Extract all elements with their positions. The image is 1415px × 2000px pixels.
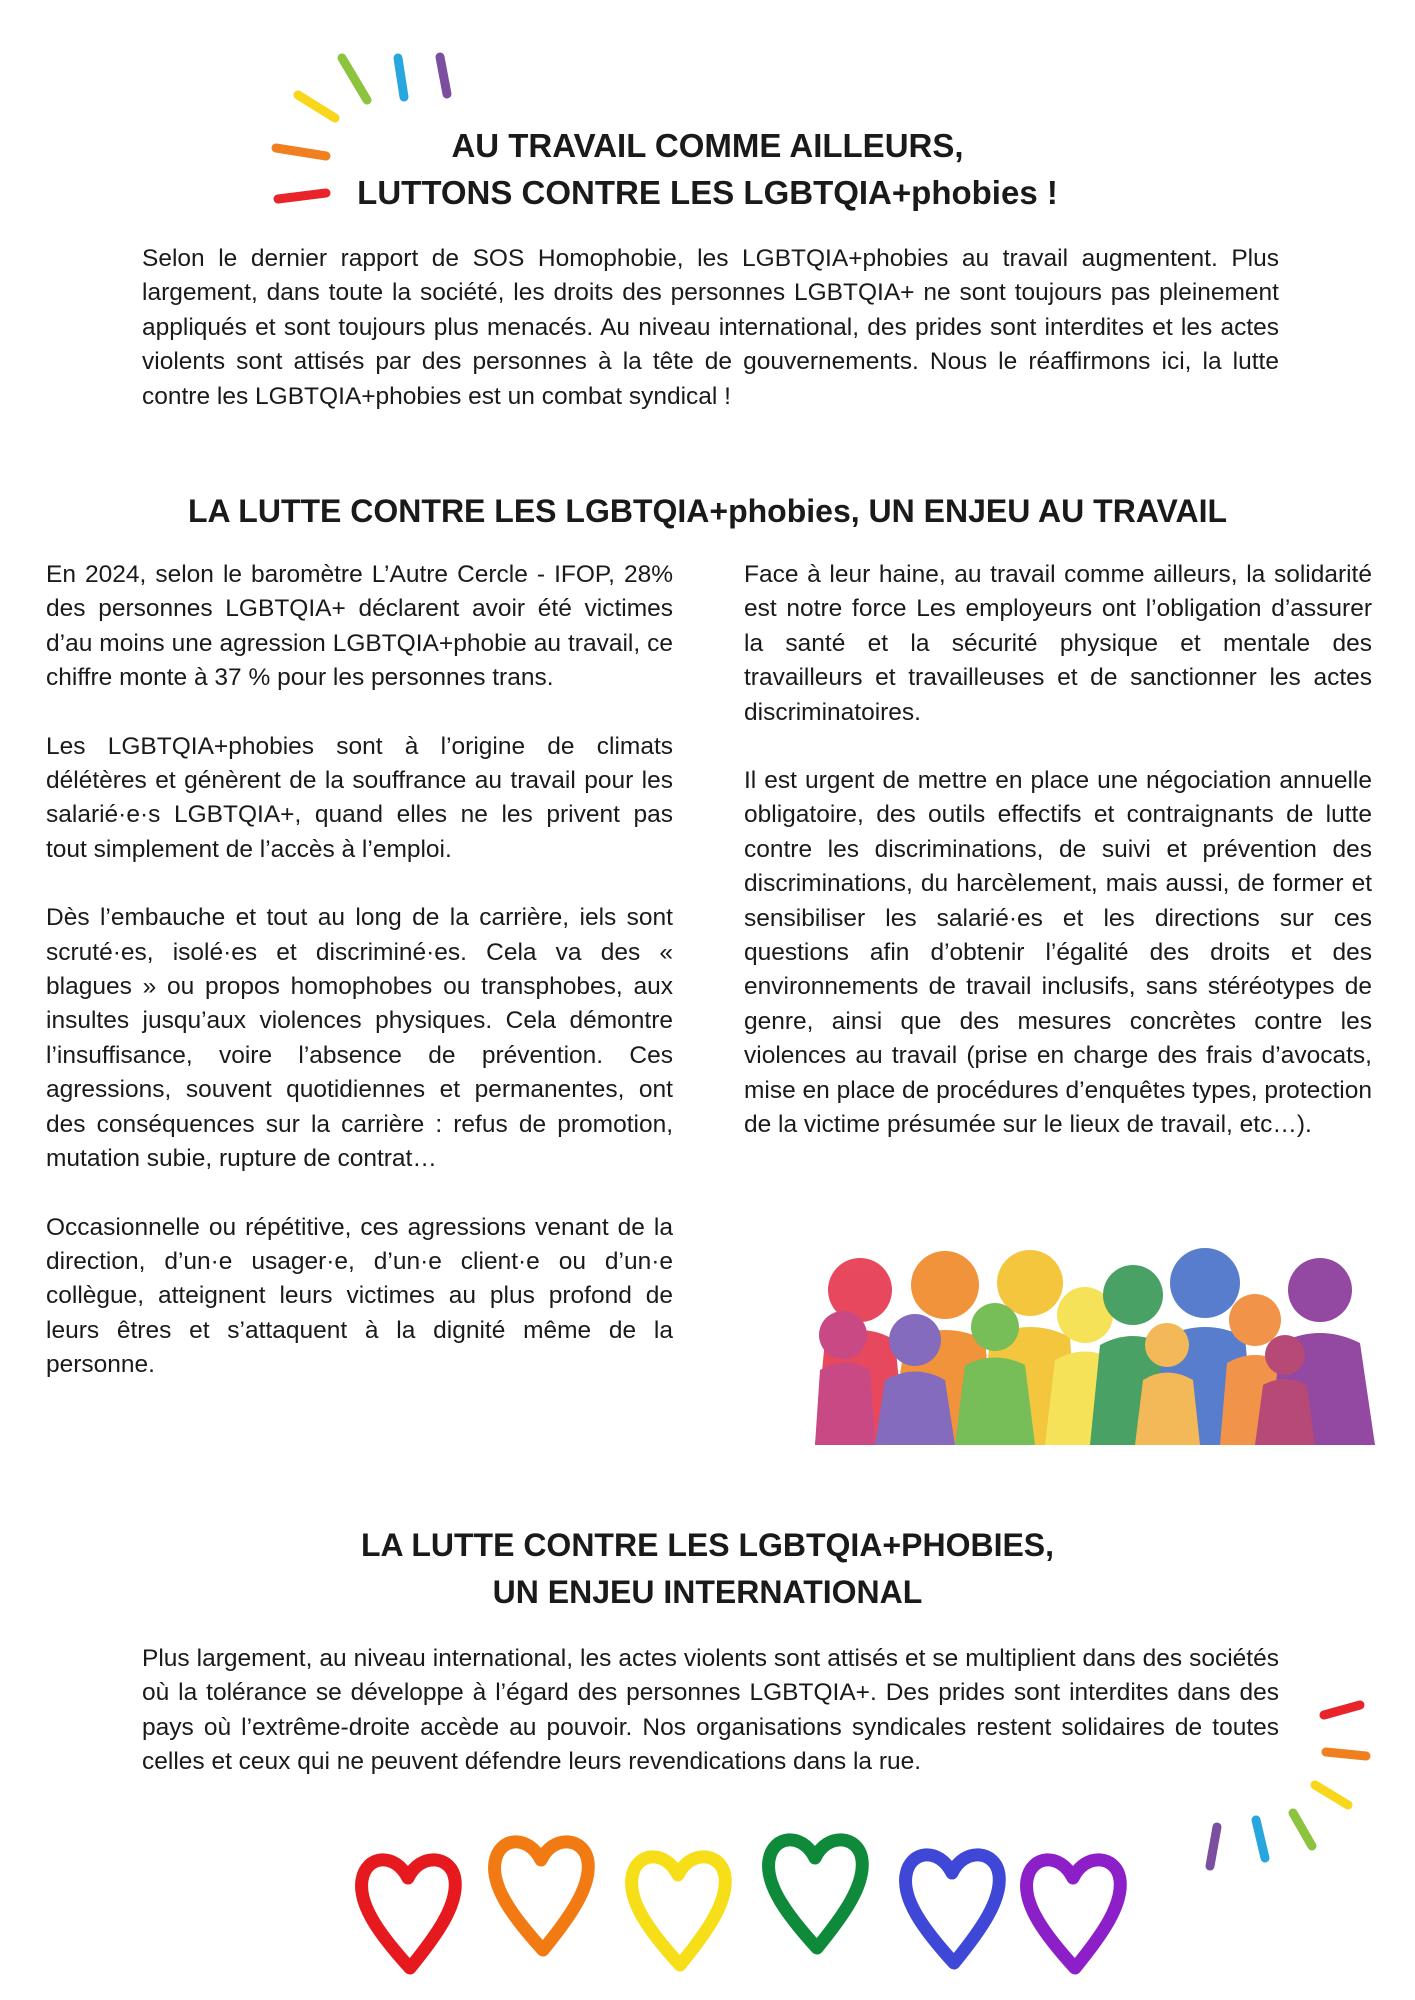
section-international-heading: LA LUTTE CONTRE LES LGBTQIA+PHOBIES, UN ENJEU INTERNATIONAL (360, 1527, 1055, 1610)
left-paragraph-1: En 2024, selon le baromètre L’Autre Cercle - IFOP, 28% des personnes LGBTQIA+ déclarent avoir été victimes d’au moins une agression LGBTQIA+phobie au travail, ce chiffre monte à 37 % pour les personnes trans. (46, 561, 673, 692)
left-paragraph-4: Occasionnelle ou répétitive, ces agressions venant de la direction, d’un·e usager·e, d’un·e client·e ou d’un·e collègue, atteignent leurs victimes au plus profond de leurs êtres et s’attaquent à la dignité même de la personne. (46, 1213, 673, 1379)
heart-icon-blue (906, 1855, 1000, 1963)
left-column (46, 558, 673, 1383)
hearts-row (0, 0, 1, 1)
main-title: AU TRAVAIL COMME AILLEURS, LUTTONS CONTRE LES LGBTQIA+phobies ! (357, 127, 1058, 211)
heart-icon-orange (495, 1842, 589, 1950)
right-paragraph-2: Il est urgent de mettre en place une négociation annuelle obligatoire, des outils effectifs et contraignants de lutte contre les discriminations, de suivi et prévention des discriminations, du harcèlement, mais aussi, de former et sensibiliser les salarié·es et les directions sur ces questions afin d’obtenir l’égalité des droits et des environnements de travail inclusifs, sans stéréotypes de genre, ainsi que des mesures concrètes contre les violences au travail (prise en charge des frais d’avocats, mise en place de procédures d’enquêtes types, protection de la victime présumée sur le lieux de travail, etc…). (744, 767, 1372, 1139)
heart-icon-purple (1027, 1860, 1121, 1968)
heart-icon-green (769, 1840, 863, 1948)
right-column (744, 558, 1372, 1143)
intro-paragraph: Selon le dernier rapport de SOS Homophobie, les LGBTQIA+phobies au travail augmentent. Plus largement, dans toute la société, les droits des personnes LGBTQIA+ ne sont toujours pas pleinement appliqués et sont toujours plus menacés. Au niveau international, des prides sont interdites et les actes violents sont attisés par des personnes à la tête de gouvernements. Nous le réaffirmons ici, la lutte contre les LGBTQIA+phobies est un combat syndical ! (142, 245, 1279, 410)
heart-icon-yellow (632, 1857, 726, 1965)
international-paragraph: Plus largement, au niveau international, les actes violents sont attisés et se multiplient dans des sociétés où la tolérance se développe à l’égard des personnes LGBTQIA+. Des prides sont interdites dans des pays où l’extrême-droite accède au pouvoir. Nos organisations syndicales restent solidaires de toutes celles et ceux qui ne peuvent défendre leurs revendications dans la rue. (142, 1645, 1279, 1776)
left-paragraph-3: Dès l’embauche et tout au long de la carrière, iels sont scruté·es, isolé·es et discriminé·es. Cela va des « blagues » ou propos homophobes ou transphobes, aux insultes jusqu’aux violences physiques. Cela démontre l’insuffisance, voire l’absence de prévention. Ces agressions, souvent quotidiennes et permanentes, ont des conséquences sur la carrière : refus de promotion, mutation subie, rupture de contrat… (46, 904, 673, 1173)
rainbow-people-illustration (815, 1245, 1375, 1445)
section-work-heading: LA LUTTE CONTRE LES LGBTQIA+phobies, UN ENJEU AU TRAVAIL (187, 493, 1228, 529)
right-paragraph-1: Face à leur haine, au travail comme ailleurs, la solidarité est notre force Les employeurs ont l’obligation d’assurer la santé et la sécurité physique et mentale des travailleurs et travailleuses et de sanctionner les actes discriminatoires. (744, 561, 1372, 726)
left-paragraph-2: Les LGBTQIA+phobies sont à l’origine de climats délétères et génèrent de la souffrance au travail pour les salarié·e·s LGBTQIA+, quand elles ne les privent pas tout simplement de l’accès à l’emploi. (46, 732, 673, 863)
heart-icon-red (362, 1860, 456, 1968)
